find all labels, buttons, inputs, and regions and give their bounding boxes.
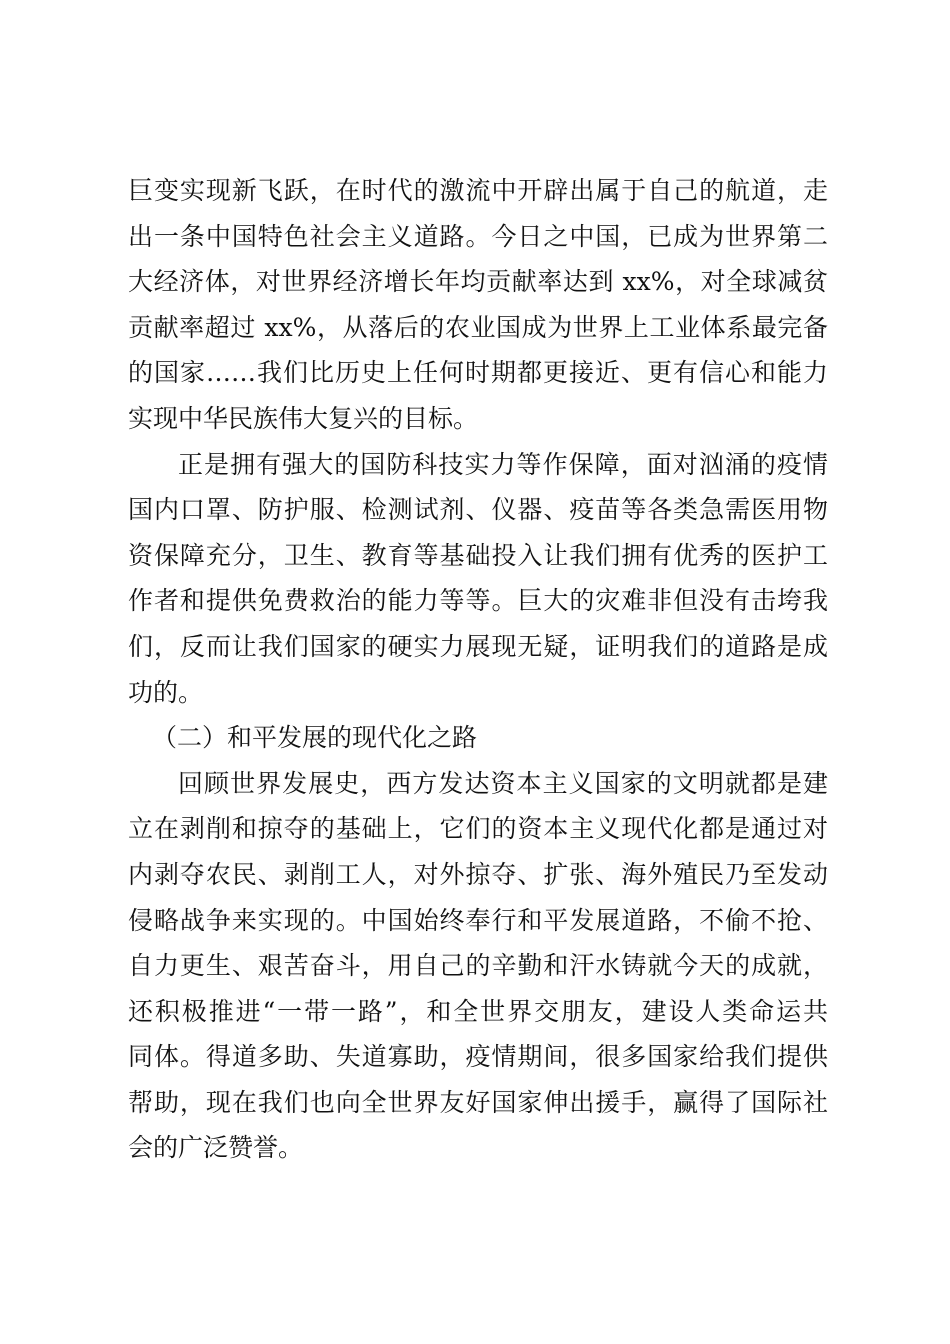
text-line: 内剥夺农民、剥削工人，对外掠夺、扩张、海外殖民乃至发动: [128, 859, 828, 889]
paragraph-3: [128, 761, 828, 1171]
text-line: 们，反而让我们国家的硬实力展现无疑，证明我们的道路是成: [128, 631, 828, 661]
text-line: 立在剥削和掠夺的基础上，它们的资本主义现代化都是通过对: [128, 814, 828, 844]
text-line: 实现中华民族伟大复兴的目标。: [128, 403, 479, 433]
text-line: 国内口罩、防护服、检测试剂、仪器、疫苗等各类急需医用物: [128, 495, 828, 525]
text-line: 帮助，现在我们也向全世界友好国家伸出援手，赢得了国际社: [128, 1087, 828, 1117]
text-line: 资保障充分，卫生、教育等基础投入让我们拥有优秀的医护工: [128, 540, 828, 570]
section-heading: （二）和平发展的现代化之路: [152, 723, 478, 753]
paragraph-2: [128, 442, 828, 716]
text-line: 自力更生、艰苦奋斗，用自己的辛勤和汗水铸就今天的成就，: [128, 951, 828, 981]
text-line: 出一条中国特色社会主义道路。今日之中国，已成为世界第二: [128, 221, 828, 251]
text-line: 作者和提供免费救治的能力等等。巨大的灾难非但没有击垮我: [128, 586, 828, 616]
text-line: 贡献率超过 xx%，从落后的农业国成为世界上工业体系最完备: [128, 312, 828, 342]
text-line: 正是拥有强大的国防科技实力等作保障，面对汹涌的疫情: [178, 449, 828, 479]
text-line: 会的广泛赞誉。: [128, 1133, 304, 1163]
text-line: 回顾世界发展史，西方发达资本主义国家的文明就都是建: [178, 768, 828, 798]
text-line: 侵略战争来实现的。中国始终奉行和平发展道路，不偷不抢、: [128, 905, 828, 935]
text-line: 功的。: [128, 677, 204, 707]
text-line: 大经济体，对世界经济增长年均贡献率达到 xx%，对全球减贫: [128, 267, 828, 297]
text-line: 还积极推进“一带一路”，和全世界交朋友，建设人类命运共: [128, 996, 828, 1026]
text-line: 巨变实现新飞跃，在时代的激流中开辟出属于自己的航道，走: [128, 176, 828, 205]
document-body: [128, 168, 828, 1171]
paragraph-1: [128, 168, 828, 442]
text-line: 同体。得道多助、失道寡助，疫情期间，很多国家给我们提供: [128, 1042, 828, 1072]
text-line: 的国家……我们比历史上任何时期都更接近、更有信心和能力: [128, 358, 828, 388]
